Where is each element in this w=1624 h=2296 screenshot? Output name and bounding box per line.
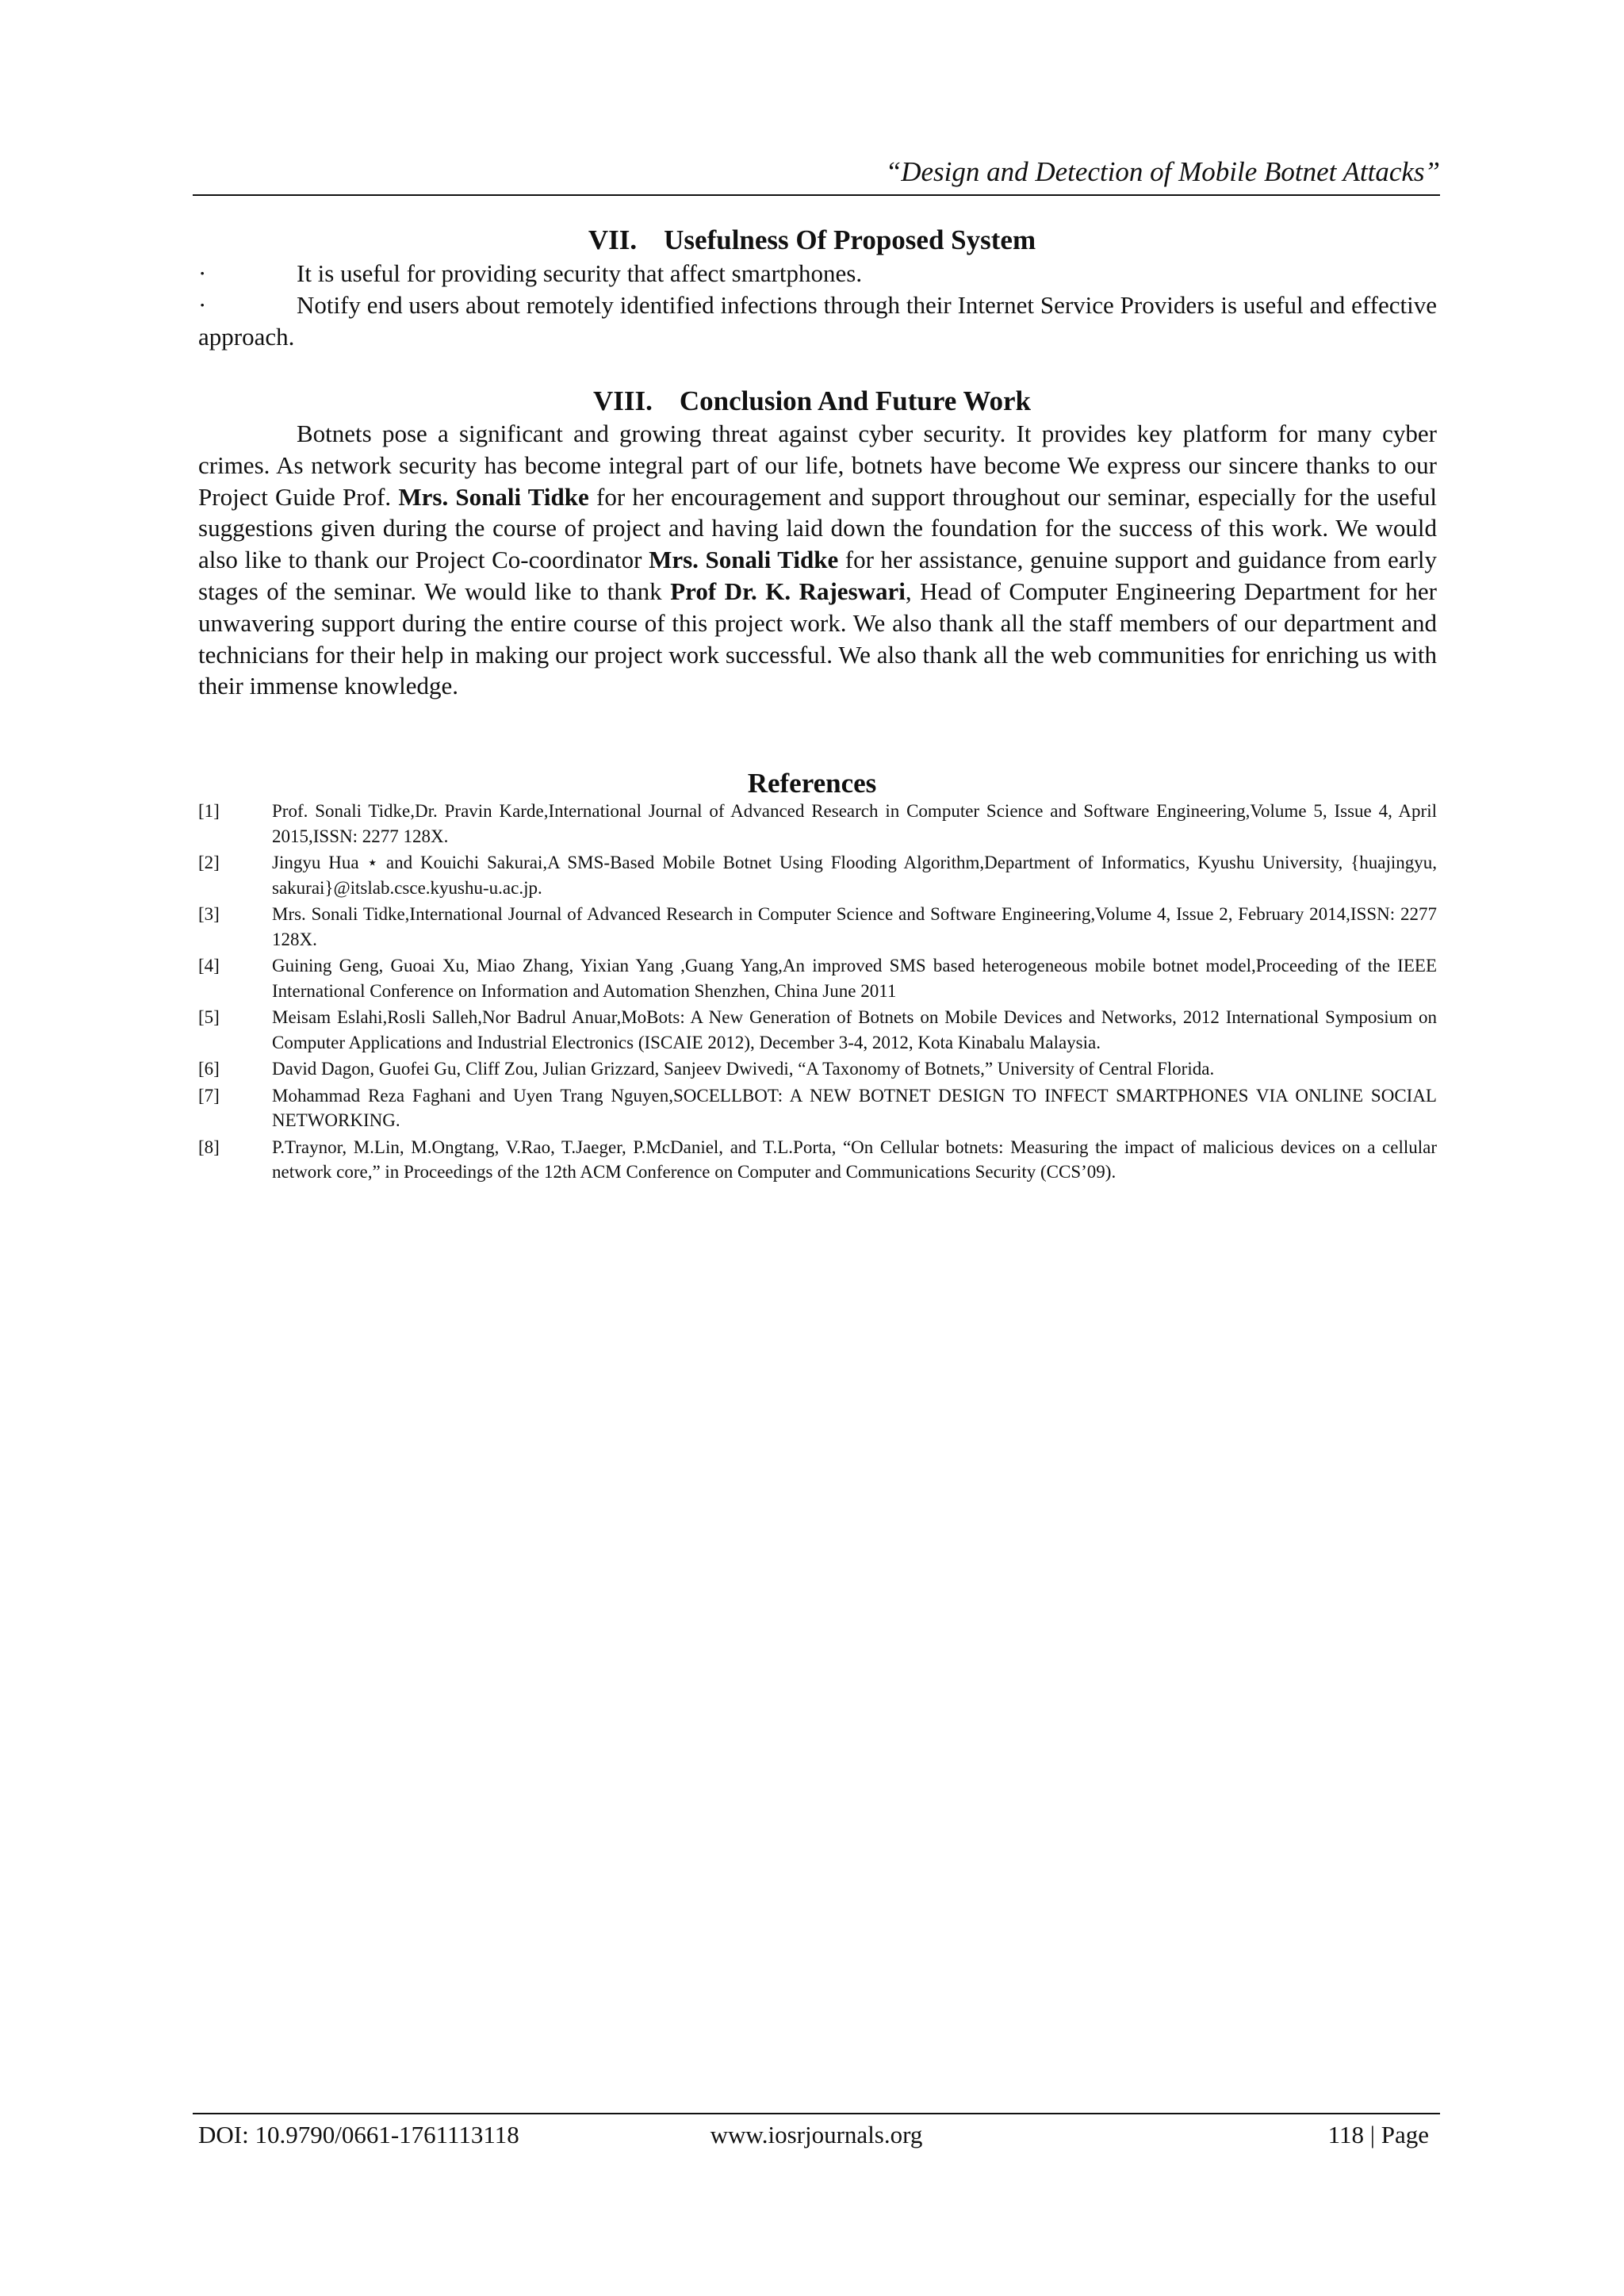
reference-text: Mrs. Sonali Tidke,International Journal of Advanced Research in Computer Science and Software Engineering,Volume 4, Issue 2, February 2014,ISSN: 2277 128X. <box>272 904 1437 949</box>
references-title: References <box>747 768 877 799</box>
reference-number: [2] <box>198 853 220 872</box>
doi-label: DOI: 10.9790/0661-1761113118 <box>198 2121 519 2148</box>
bullet-mark: · <box>198 291 207 319</box>
reference-text: Mohammad Reza Faghani and Uyen Trang Nguyen,SOCELLBOT: A NEW BOTNET DESIGN TO INFECT SMARTPHONES VIA ONLINE SOCIAL NETWORKING. <box>272 1085 1437 1130</box>
reference-text: David Dagon, Guofei Gu, Cliff Zou, Julian Grizzard, Sanjeev Dwivedi, “A Taxonomy of Botnets,” University of Central Florida. <box>272 1059 1215 1079</box>
reference-number: [5] <box>198 1007 220 1027</box>
reference-text: Prof. Sonali Tidke,Dr. Pravin Karde,International Journal of Advanced Research in Computer Science and Software Engineering,Volume 5, Issue 4, April 2015,ISSN: 2277 128X. <box>272 801 1437 846</box>
section-heading-viii <box>0 384 1624 419</box>
bullet-text: It is useful for providing security that affect smartphones. <box>297 259 863 287</box>
paragraph-text: , Head of Computer Engineering Department for her unwavering support during the entire course of this project work. We also thank all the staff members of our department and technicians for their help in making our project work successful. We also thank all the web communities for enriching us with their immense knowledge. <box>198 577 1437 700</box>
paragraph-text: Botnets pose a significant and growing threat against cyber security. It provides key platform for many cyber crimes. As network security has become integral part of our life, botnets have become We express our sincere thanks to our Project Guide Prof. <box>198 420 1437 511</box>
section-number: VIII. <box>592 385 653 416</box>
reference-text: Guining Geng, Guoai Xu, Miao Zhang, Yixian Yang ,Guang Yang,An improved SMS based heterogeneous mobile botnet model,Proceeding of the IEEE International Conference on Information and Automation Shenzhen, China June 2011 <box>272 956 1437 1001</box>
reference-item <box>198 1056 1437 1082</box>
section-number: VII. <box>588 224 638 255</box>
bold-name: Mrs. Sonali Tidke <box>649 546 839 574</box>
reference-item <box>198 850 1437 900</box>
reference-text: Meisam Eslahi,Rosli Salleh,Nor Badrul Anuar,MoBots: A New Generation of Botnets on Mobile Devices and Networks, 2012 International Symposium on Computer Applications and Industrial Electronics (ISCAIE 2012), December 3-4, 2012, Kota Kinabalu Malaysia. <box>272 1007 1437 1052</box>
references-heading <box>0 766 1624 801</box>
references-list <box>198 799 1437 1186</box>
section-title: Usefulness Of Proposed System <box>664 224 1036 255</box>
paragraph-text: for her assistance, genuine support and guidance from early stages of the seminar. We would like to thank <box>198 546 1437 605</box>
reference-text: Jingyu Hua ⋆ and Kouichi Sakurai,A SMS-Based Mobile Botnet Using Flooding Algorithm,Department of Informatics, Kyushu University, {huajingyu, sakurai}@itslab.csce.kyushu-u.ac.jp. <box>272 853 1437 898</box>
bullet-item <box>198 258 1437 289</box>
reference-number: [4] <box>198 956 220 976</box>
reference-item <box>198 953 1437 1003</box>
reference-number: [8] <box>198 1137 220 1157</box>
bullet-item <box>198 289 1437 353</box>
section-title: Conclusion And Future Work <box>679 385 1032 416</box>
bold-name: Prof Dr. K. Rajeswari <box>670 577 906 605</box>
bold-name: Mrs. Sonali Tidke <box>398 482 589 511</box>
reference-number: [6] <box>198 1059 220 1079</box>
section-heading-vii <box>0 223 1624 258</box>
reference-item <box>198 1135 1437 1185</box>
reference-number: [1] <box>198 801 220 821</box>
reference-text: P.Traynor, M.Lin, M.Ongtang, V.Rao, T.Jaeger, P.McDaniel, and T.L.Porta, “On Cellular botnets: Measuring the impact of malicious devices on a cellular network core,” in Proceedings of the 12th ACM Conference on Computer and Communications Security (CCS’09). <box>272 1137 1437 1182</box>
bullet-mark: · <box>198 259 207 287</box>
reference-item <box>198 902 1437 952</box>
reference-item <box>198 799 1437 849</box>
paragraph-text: for her encouragement and support throughout our seminar, especially for the useful suggestions given during the course of project and having laid down the foundation for the success of this work. We would also like to thank our Project Co-coordinator <box>198 482 1437 574</box>
bullet-text: Notify end users about remotely identified infections through their Internet Service Providers is useful and effective approach. <box>198 291 1437 351</box>
page-number: 118 | Page <box>1327 2121 1429 2148</box>
page-footer <box>193 2113 1440 2148</box>
reference-item <box>198 1083 1437 1133</box>
reference-number: [3] <box>198 904 220 924</box>
running-header <box>193 155 1440 196</box>
reference-number: [7] <box>198 1085 220 1106</box>
running-title: “Design and Detection of Mobile Botnet Attacks” <box>885 156 1440 187</box>
reference-item <box>198 1005 1437 1055</box>
conclusion-paragraph <box>198 418 1437 702</box>
journal-website: www.iosrjournals.org <box>710 2121 923 2148</box>
